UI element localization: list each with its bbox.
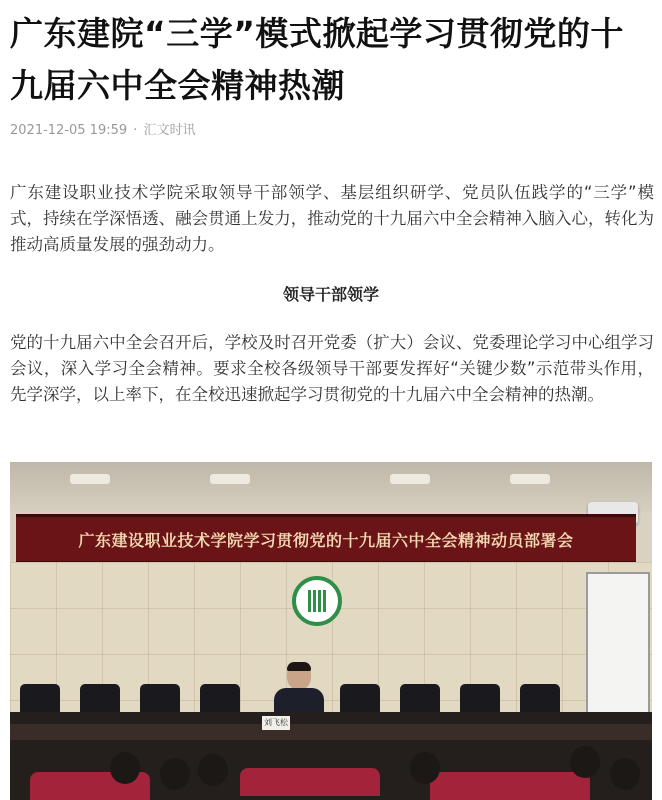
section-subheading: 领导干部领学 (282, 285, 379, 304)
audience-seat (240, 768, 380, 796)
article-meta (10, 122, 196, 140)
meta-separator: · (133, 123, 138, 138)
rostrum-table (10, 724, 652, 740)
publish-datetime: 2021-12-05 19:59 (10, 123, 128, 138)
school-emblem-icon (292, 576, 342, 626)
audience-head (570, 746, 600, 778)
projection-screen (586, 572, 650, 726)
ceiling-lamp (70, 474, 110, 484)
intro-paragraph: 广东建设职业技术学院采取领导干部领学、基层组织研学、党员队伍践学的“三学”模式，持续在学深悟透、融会贯通上发力，推动党的十九届六中全会精神入脑入心，转化为推动高质量发展的强劲动力。 (10, 183, 654, 254)
audience-head (610, 758, 640, 790)
audience-seat (430, 772, 590, 800)
ceiling-lamp (510, 474, 550, 484)
nameplate: 刘飞松 (262, 716, 290, 730)
audience-head (198, 754, 228, 786)
source-name: 汇文时讯 (143, 123, 196, 138)
article-title: 广东建院“三学”模式掀起学习贯彻党的十九届六中全会精神热潮 (10, 14, 624, 105)
section-paragraph: 党的十九届六中全会召开后，学校及时召开党委（扩大）会议、党委理论学习中心组学习会议，深入学习全会精神。要求全校各级领导干部要发挥好“关键少数”示范带头作用，先学深学，以上率下，在全校迅速掀起学习贯彻党的十九届六中全会精神的热潮。 (10, 333, 654, 404)
audience-head (110, 752, 140, 784)
meeting-banner (16, 514, 636, 564)
ceiling-lamp (210, 474, 250, 484)
ceiling-lamp (390, 474, 430, 484)
banner-text: 广东建设职业技术学院学习贯彻党的十九届六中全会精神动员部署会 (78, 530, 574, 550)
audience-head (410, 752, 440, 784)
audience-head (160, 758, 190, 790)
photo-ceiling (10, 462, 652, 512)
meeting-photo (10, 462, 652, 800)
